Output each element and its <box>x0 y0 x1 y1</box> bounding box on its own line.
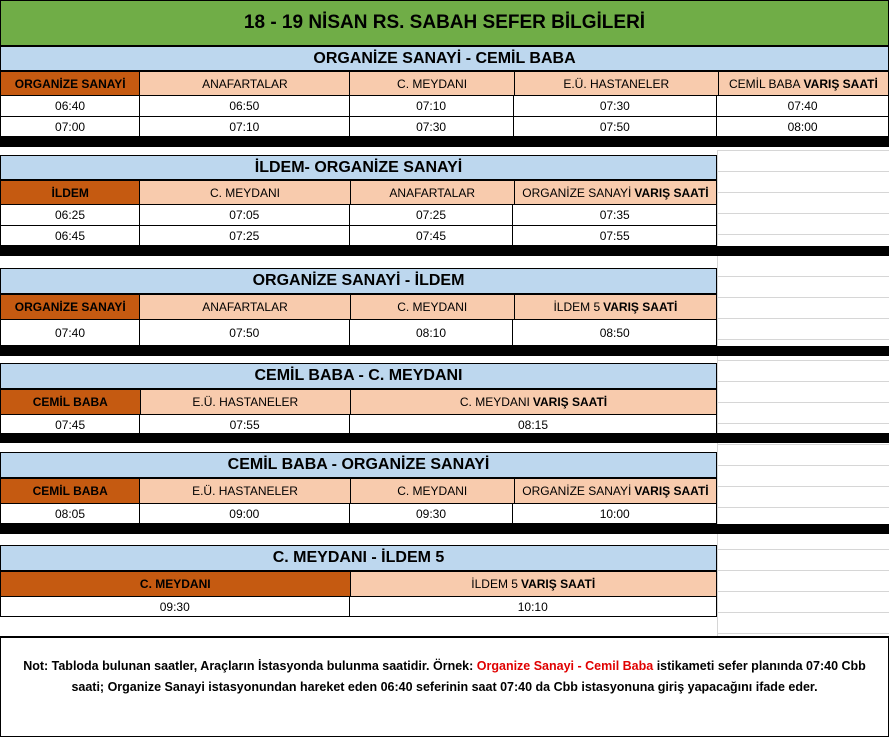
section-5-col-3: C. MEYDANI <box>351 479 515 503</box>
section-2-col-2: C. MEYDANI <box>140 181 350 204</box>
table-row: 06:45 07:25 07:45 07:55 <box>0 226 717 246</box>
table-row: 08:05 09:00 09:30 10:00 <box>0 504 717 524</box>
section-2-col-3: ANAFARTALAR <box>351 181 515 204</box>
section-5-col-2: E.Ü. HASTANELER <box>140 479 350 503</box>
section-4-col-1: CEMİL BABA <box>1 390 141 414</box>
page-title: 18 - 19 NİSAN RS. SABAH SEFER BİLGİLERİ <box>0 0 889 46</box>
section-2-header-row <box>0 180 717 205</box>
section-1-col-5: CEMİL BABA VARIŞ SAATİ <box>719 72 888 95</box>
section-2-col-1: İLDEM <box>1 181 140 204</box>
footnote-highlight: Organize Sanayi - Cemil Baba <box>476 659 654 673</box>
table-row: 07:00 07:10 07:30 07:50 08:00 <box>0 117 889 137</box>
section-title-2: İLDEM- ORGANİZE SANAYİ <box>0 155 717 180</box>
section-title-6: C. MEYDANI - İLDEM 5 <box>0 545 717 571</box>
section-1-header-row <box>0 71 889 96</box>
table-row: 09:30 10:10 <box>0 597 717 617</box>
section-4-header-row <box>0 389 717 415</box>
section-3-col-1: ORGANİZE SANAYİ <box>1 295 140 319</box>
section-divider <box>0 524 889 534</box>
sheet-gridlines <box>717 150 889 636</box>
footnote-text-1: Not: Tabloda bulunan saatler, Araçların İstasyonda bulunma saatidir. Örnek: <box>23 659 477 673</box>
section-divider <box>0 433 889 443</box>
section-divider <box>0 137 889 147</box>
section-1-col-4: E.Ü. HASTANELER <box>515 72 719 95</box>
section-1-col-2: ANAFARTALAR <box>140 72 350 95</box>
section-divider <box>0 346 889 356</box>
section-1-col-1: ORGANİZE SANAYİ <box>1 72 140 95</box>
section-title-4: CEMİL BABA - C. MEYDANI <box>0 363 717 389</box>
section-5-col-1: CEMİL BABA <box>1 479 140 503</box>
section-title-1: ORGANİZE SANAYİ - CEMİL BABA <box>0 46 889 71</box>
section-title-3: ORGANİZE SANAYİ - İLDEM <box>0 268 717 294</box>
section-5-header-row <box>0 478 717 504</box>
section-3-col-3: C. MEYDANI <box>351 295 515 319</box>
table-row: 07:40 07:50 08:10 08:50 <box>0 320 717 346</box>
section-4-col-2: E.Ü. HASTANELER <box>141 390 351 414</box>
section-6-header-row <box>0 571 717 597</box>
section-3-header-row <box>0 294 717 320</box>
footnote-text-2: istikameti sefer planında 07:40 Cbb saati; Organize Sanayi istasyonundan hareket eden 06:40 seferinin saat 07:40 da Cbb istasyonuna giriş yapacağını ifade eder. <box>71 659 866 694</box>
section-3-col-2: ANAFARTALAR <box>140 295 350 319</box>
section-6-col-1: C. MEYDANI <box>1 572 351 596</box>
table-row: 07:45 07:55 08:15 <box>0 415 717 435</box>
table-row: 06:40 06:50 07:10 07:30 07:40 <box>0 96 889 117</box>
section-5-col-4: ORGANİZE SANAYİ VARIŞ SAATİ <box>515 479 716 503</box>
section-1-col-3: C. MEYDANI <box>350 72 514 95</box>
footnote <box>0 636 889 737</box>
section-3-col-4: İLDEM 5 VARIŞ SAATİ <box>515 295 716 319</box>
section-4-col-3: C. MEYDANI VARIŞ SAATİ <box>351 390 716 414</box>
section-6-col-2: İLDEM 5 VARIŞ SAATİ <box>351 572 716 596</box>
section-title-5: CEMİL BABA - ORGANİZE SANAYİ <box>0 452 717 478</box>
section-2-col-4: ORGANİZE SANAYİ VARIŞ SAATİ <box>515 181 716 204</box>
section-divider <box>0 246 889 256</box>
table-row: 06:25 07:05 07:25 07:35 <box>0 205 717 226</box>
